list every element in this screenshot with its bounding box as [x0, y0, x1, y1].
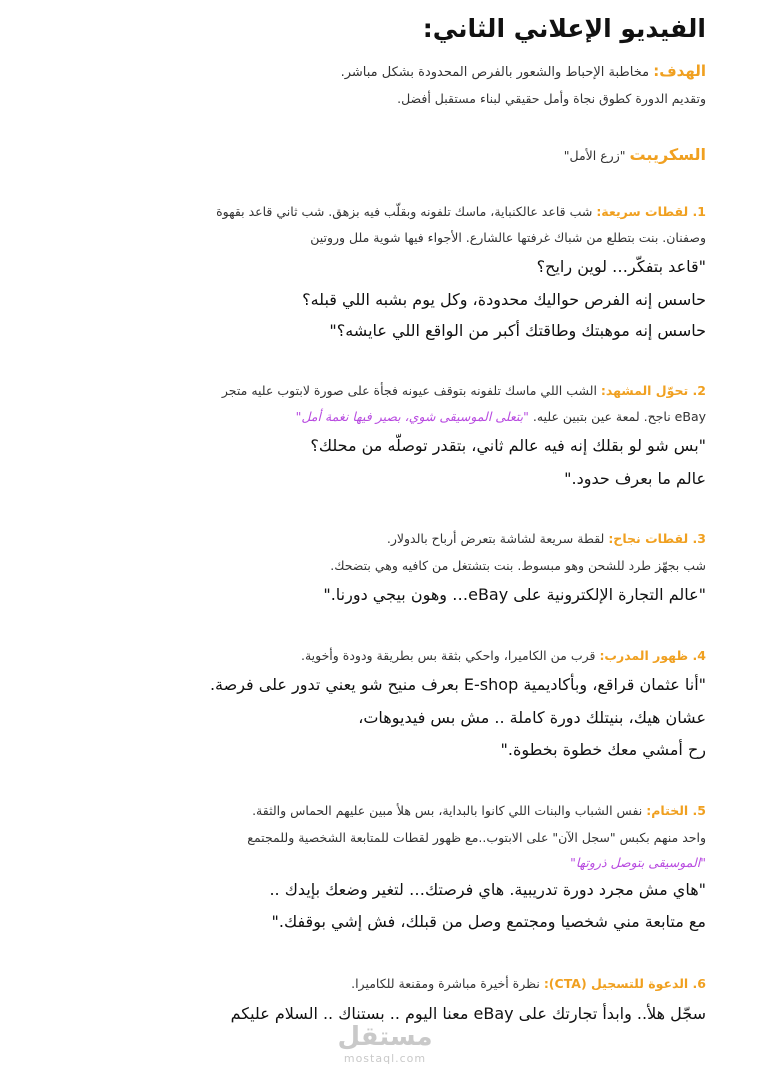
section-3-label: 3. لقطات نجاح:	[608, 531, 706, 546]
section-6-quote-part-b: معنا اليوم .. بستناك .. السلام عليكم	[230, 1004, 474, 1023]
section-4-label: 4. ظهور المدرب:	[599, 648, 706, 663]
section-2-quote-1: "بس شو لو بقلك إنه فيه عالم ثاني، بتقدر توصلّه من محلك؟	[310, 436, 706, 455]
section-5-line-1	[40, 803, 706, 818]
goal-text-1: مخاطبة الإحباط والشعور بالفرص المحدودة بشكل مباشر.	[340, 65, 654, 80]
goal-line-1	[40, 62, 706, 80]
section-5-label: 5. الختام:	[646, 803, 706, 818]
section-5-quote-2: مع متابعة مني شخصيا ومجتمع وصل من قبلك، فش إشي بوقفك."	[271, 912, 706, 931]
section-2-label: 2. تحوّل المشهد:	[600, 383, 706, 398]
section-2-line-2	[40, 409, 706, 424]
music-cue: "الموسيقى بتوصل ذروتها"	[570, 855, 706, 870]
section-3-line-2: شب بجهّز طرد للشحن وهو مبسوط. بنت بتشتغل من كافيه وهي بتضحك.	[330, 558, 706, 573]
watermark-logo-text: مستقل	[337, 1022, 433, 1052]
section-6-text-1: نظرة أخيرة مباشرة ومقنعة للكاميرا.	[351, 976, 544, 991]
section-1-quote-1: "قاعد بتفكّر… لوين رايح؟	[536, 257, 706, 276]
section-2-text-1: الشب اللي ماسك تلفونه بتوقف عيونه فجأة على صورة لابتوب عليه متجر	[221, 383, 601, 398]
section-1-text-1: شب قاعد عالكنباية، ماسك تلفونه وبقلّب فيه بزهق. شب ثاني قاعد بقهوة	[216, 204, 597, 219]
watermark	[330, 1022, 440, 1065]
section-5-line-2: واحد منهم بكبس "سجل الآن" على الابتوب..مع ظهور لقطات للمتابعة الشخصية وللمجتمع	[247, 830, 706, 845]
section-2-line-1	[40, 383, 706, 398]
script-heading	[40, 145, 706, 164]
section-5-text-1: نفس الشباب والبنات اللي كانوا بالبداية، بس هلأ مبين عليهم الحماس والثقة.	[252, 803, 647, 818]
section-4-quote-2: عشان هيك، بنيتلك دورة كاملة .. مش بس فيديوهات،	[358, 708, 706, 727]
ebay-brand: eBay	[468, 585, 509, 604]
section-2-quote-2: عالم ما بعرف حدود."	[564, 469, 706, 488]
section-2-text-2: ناجح. لمعة عين بتبين عليه.	[528, 409, 675, 424]
section-4-line-1	[40, 648, 706, 663]
section-3-text-1: لقطة سريعة لشاشة بتعرض أرباح بالدولار.	[386, 531, 609, 546]
section-1-label: 1. لقطات سريعة:	[596, 204, 706, 219]
section-4-text-1: قرب من الكاميرا، واحكي بثقة بس بطريقة ودودة وأخوية.	[300, 648, 600, 663]
section-6-quote-part-a: سجّل هلأ.. وابدأ تجارتك على	[513, 1004, 706, 1023]
page-title: الفيديو الإعلاني الثاني:	[422, 14, 706, 43]
ebay-brand: eBay	[674, 409, 706, 424]
goal-label: الهدف:	[653, 62, 706, 80]
section-3-line-1	[40, 531, 706, 546]
music-cue: "بتعلى الموسيقى شوي، بصير فيها نغمة أمل"	[295, 409, 529, 424]
section-6-quote-1	[40, 1004, 706, 1023]
section-4-quote-3: رح أمشي معك خطوة بخطوة."	[500, 740, 706, 759]
section-4-quote-1	[40, 675, 706, 694]
script-name: "زرع الأمل"	[563, 148, 630, 163]
watermark-url: mostaql.com	[343, 1052, 427, 1065]
section-1-quote-2: حاسس إنه الفرص حواليك محدودة، وكل يوم بشبه اللي قبله؟	[302, 290, 706, 309]
section-3-quote-part-b: … وهون بيجي دورنا."	[323, 585, 469, 604]
section-6-label: 6. الدعوة للتسجيل (CTA):	[543, 976, 706, 991]
ebay-brand: eBay	[473, 1004, 514, 1023]
section-1-line-1	[40, 204, 706, 219]
section-3-quote-part-a: "عالم التجارة الإلكترونية على	[508, 585, 706, 604]
section-5-quote-1: "هاي مش مجرد دورة تدريبية. هاي فرصتك… لتغير وضعك بإيدك ..	[269, 880, 706, 899]
section-6-line-1	[40, 976, 706, 991]
goal-line-2: وتقديم الدورة كطوق نجاة وأمل حقيقي لبناء مستقبل أفضل.	[397, 91, 706, 106]
script-label: السكريبت	[629, 145, 706, 164]
section-1-line-2: وصفنان. بنت بتطلع من شباك غرفتها عالشارع. الأجواء فيها شوية ملل وروتين	[310, 230, 706, 245]
section-1-quote-3: حاسس إنه موهبتك وطاقتك أكبر من الواقع اللي عايشه؟"	[329, 321, 706, 340]
section-4-quote-part-b: بعرف منيح شو يعني تدور على فرصة.	[209, 675, 464, 694]
eshop-brand: E-shop	[463, 675, 519, 694]
section-4-quote-part-a: "أنا عثمان قراقع، وبأكاديمية	[518, 675, 706, 694]
section-3-quote-1	[40, 585, 706, 604]
